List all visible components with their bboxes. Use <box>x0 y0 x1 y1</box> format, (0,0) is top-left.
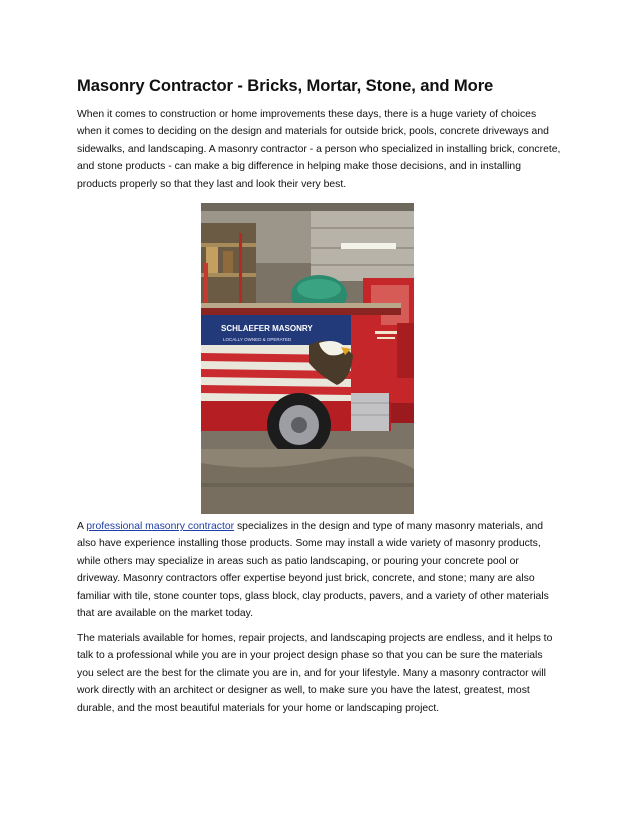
text-line: When it comes to construction or home improvements these days, there is a huge variety of choices <box>77 109 537 120</box>
truck-photo <box>201 203 414 514</box>
text-line: you select are the best for the climate you are in, and for your lifestyle. Many a masonry contractor will <box>77 667 546 679</box>
text-line: durable, and the most beautiful materials for your home or landscaping project. <box>77 702 440 714</box>
text-line: sidewalks, and landscaping. A masonry contractor - a person who specialized in installing brick, concrete, <box>77 143 561 155</box>
text-line: that are available on the market today. <box>77 608 253 620</box>
body-paragraph-2 <box>77 518 569 622</box>
text-line: driveway. Masonry contractors offer expertise beyond just brick, concrete, and stone; many are also <box>77 573 535 585</box>
text-line: familiar with tile, stone counter tops, glass block, clay products, pavers, and a variety of other materials <box>77 590 549 602</box>
text-line: The materials available for homes, repair projects, and landscaping projects are endless, and it helps to <box>77 633 553 644</box>
banner-subtitle: LOCALLY OWNED & OPERATED <box>223 337 292 342</box>
page-title: Masonry Contractor - Bricks, Mortar, Stone, and More <box>77 76 494 95</box>
text-line <box>77 518 569 535</box>
text-line: talk to a professional while you are in your project design phase so that you can be sure the materials <box>77 650 543 662</box>
text-line: work directly with an architect or designer as well, to make sure you have the latest, greatest, most <box>77 685 530 697</box>
intro-paragraph <box>77 106 569 193</box>
body-paragraph-3 <box>77 630 569 717</box>
text-line: and stone products - can make a big difference in helping make those decisions, and in installing <box>77 161 521 173</box>
text-rest: specializes in the design and type of many masonry materials, and <box>234 521 544 532</box>
text-line: also have experience installing those products. Some may install a wide variety of masonry products, <box>77 538 541 550</box>
text-line: while others may specialize in areas such as patio landscaping, or pouring your concrete pool or <box>77 555 519 567</box>
text-line: when it comes to deciding on the design and materials for outside brick, pools, concrete driveways and <box>77 126 549 138</box>
text-prefix: A <box>77 521 87 532</box>
text-line: products properly so that they last and look their very best. <box>77 178 347 190</box>
banner-title: SCHLAEFER MASONRY <box>221 324 313 333</box>
truck-photo-illustration <box>201 203 414 514</box>
professional-masonry-contractor-link[interactable]: professional masonry contractor <box>86 521 235 532</box>
